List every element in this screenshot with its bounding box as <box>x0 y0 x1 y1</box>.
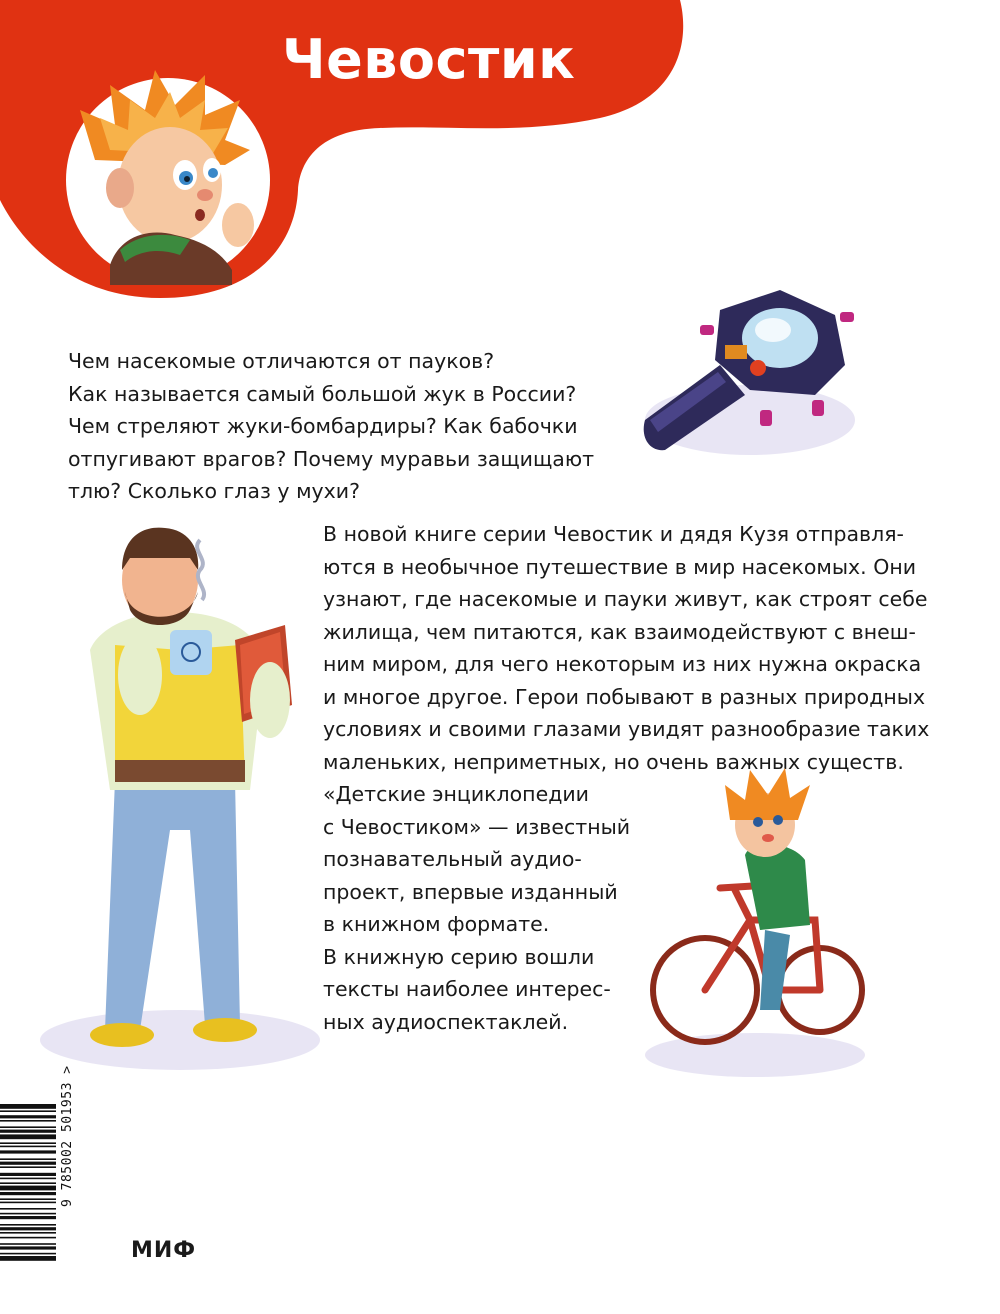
text-line: жилища, чем питаются, как взаимодействуют с внеш- <box>323 619 916 644</box>
text-line: с Чевостиком» — известный <box>323 814 631 839</box>
text-line: ним миром, для чего некоторым из них нужна окраска <box>323 652 922 676</box>
text-line: отпугивают врагов? Почему муравьи защищают <box>68 446 595 471</box>
questions-paragraph <box>68 345 594 508</box>
text-line: маленьких, неприметных, но очень важных существ. <box>323 749 904 774</box>
text-line: тексты наиболее интерес- <box>323 977 611 1001</box>
description-paragraph <box>323 518 929 778</box>
text-line: Как называется самый большой жук в России? <box>68 381 577 406</box>
text-line: тлю? Сколько глаз у мухи? <box>68 479 360 503</box>
device-illustration <box>630 270 860 460</box>
series-title: Чевостик <box>282 28 576 91</box>
text-line: и многое другое. Герои побывают в разных природных <box>323 684 926 709</box>
text-line: узнают, где насекомые и пауки живут, как строят себе <box>323 587 928 611</box>
uncle-kuzya-illustration <box>30 500 330 1080</box>
text-line: ются в необычное путешествие в мир насекомых. Они <box>323 554 917 579</box>
boy-on-bike-illustration <box>640 760 870 1080</box>
text-line: Чем стреляют жуки-бомбардиры? Как бабочки <box>68 414 578 438</box>
about-series-paragraph <box>323 778 630 1038</box>
text-line: Чем насекомые отличаются от пауков? <box>68 349 495 373</box>
text-line: условиях и своими глазами увидят разнообразие таких <box>323 717 930 741</box>
text-line: В новой книге серии Чевостик и дядя Кузя отправля- <box>323 522 904 546</box>
text-line: проект, впервые изданный <box>323 879 618 904</box>
text-line: познавательный аудио- <box>323 847 582 871</box>
barcode-digits: 9 785002 501953 > <box>60 1065 75 1207</box>
publisher-logo: МИФ <box>131 1238 197 1263</box>
text-line: ных аудиоспектаклей. <box>323 1009 569 1034</box>
text-line: в книжном формате. <box>323 912 550 936</box>
text-line: «Детские энциклопедии <box>323 782 590 806</box>
text-line: В книжную серию вошли <box>323 944 595 969</box>
